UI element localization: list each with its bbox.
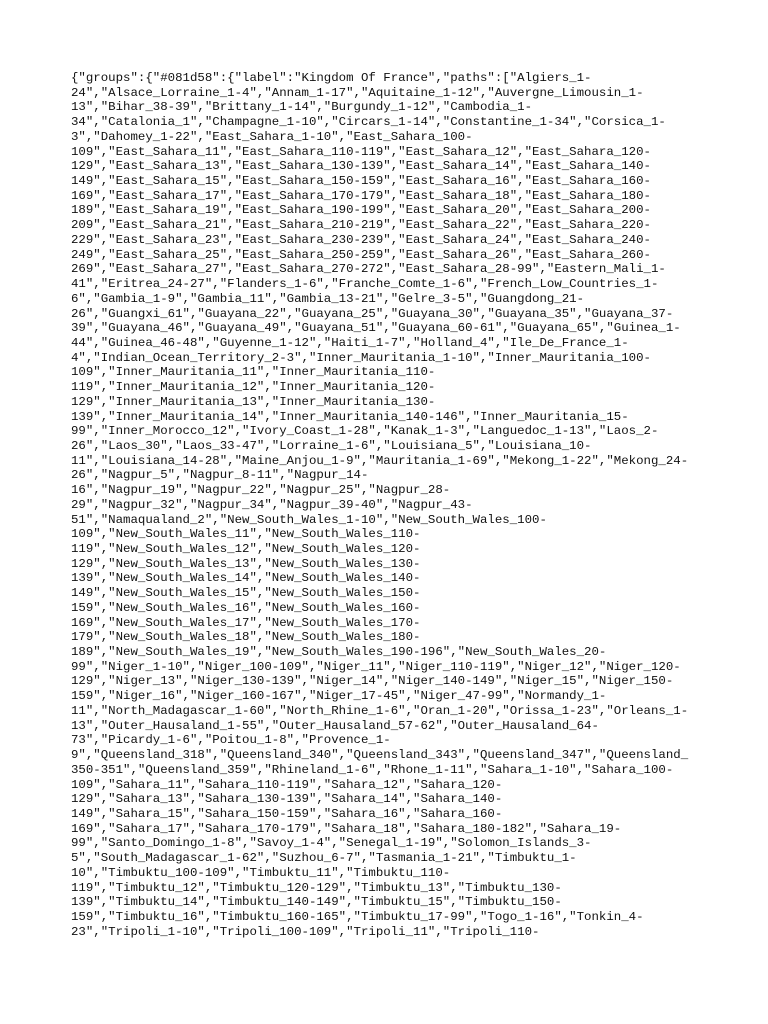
text-line: 6","Gambia_1-9","Gambia_11","Gambia_13-21","Gelre_3-5","Guangdong_21-	[71, 291, 585, 306]
text-line: 149","East_Sahara_15","East_Sahara_150-159","East_Sahara_16","East_Sahara_160-	[71, 174, 651, 189]
text-line: 169","East_Sahara_17","East_Sahara_170-179","East_Sahara_18","East_Sahara_180-	[71, 188, 651, 203]
text-line: 11","North_Madagascar_1-60","North_Rhine_1-6","Oran_1-20","Orissa_1-23","Orleans_1-	[71, 703, 689, 718]
text-line: 26","Laos_30","Laos_33-47","Lorraine_1-6","Louisiana_5","Louisiana_10-	[71, 438, 592, 453]
text-line: 119","Timbuktu_12","Timbuktu_120-129","Timbuktu_13","Timbuktu_130-	[71, 880, 562, 895]
text-line: 23","Tripoli_1-10","Tripoli_100-109","Tripoli_11","Tripoli_110-	[71, 924, 540, 939]
text-line: 11","Louisiana_14-28","Maine_Anjou_1-9","Mauritania_1-69","Mekong_1-22","Mekong_24-	[71, 453, 689, 468]
text-line: 269","East_Sahara_27","East_Sahara_270-272","East_Sahara_28-99","Eastern_Mali_1-	[71, 262, 666, 277]
text-line: 159","Timbuktu_16","Timbuktu_160-165","Timbuktu_17-99","Togo_1-16","Tonkin_4-	[71, 909, 644, 924]
text-line: 350-351","Queensland_359","Rhineland_1-6","Rhone_1-11","Sahara_1-10","Sahara_100-	[71, 762, 674, 777]
text-line: 34","Catalonia_1","Champagne_1-10","Circars_1-14","Constantine_1-34","Corsica_1-	[71, 115, 666, 130]
text-line: 109","Sahara_11","Sahara_110-119","Sahara_12","Sahara_120-	[71, 777, 503, 792]
text-line: 159","Niger_16","Niger_160-167","Niger_17-45","Niger_47-99","Normandy_1-	[71, 689, 607, 704]
text-line: 189","New_South_Wales_19","New_South_Wales_190-196","New_South_Wales_20-	[71, 645, 607, 660]
text-line: 149","New_South_Wales_15","New_South_Wales_150-	[71, 586, 421, 601]
text-line: 13","Bihar_38-39","Brittany_1-14","Burgundy_1-12","Cambodia_1-	[71, 100, 533, 115]
text-line: 129","Inner_Mauritania_13","Inner_Mauritania_130-	[71, 394, 436, 409]
text-line: 99","Inner_Morocco_12","Ivory_Coast_1-28","Kanak_1-3","Languedoc_1-13","Laos_2-	[71, 424, 659, 439]
text-line: 9","Queensland_318","Queensland_340","Queensland_343","Queensland_347","Queensland_	[71, 748, 689, 763]
text-line: 51","Namaqualand_2","New_South_Wales_1-10","New_South_Wales_100-	[71, 512, 547, 527]
text-line: 159","New_South_Wales_16","New_South_Wales_160-	[71, 600, 421, 615]
text-line: 4","Indian_Ocean_Territory_2-3","Inner_Mauritania_1-10","Inner_Mauritania_100-	[71, 350, 651, 365]
json-text-block	[71, 71, 711, 939]
text-line: 41","Eritrea_24-27","Flanders_1-6","Franche_Comte_1-6","French_Low_Countries_1-	[71, 277, 659, 292]
text-line: 109","New_South_Wales_11","New_South_Wales_110-	[71, 527, 421, 542]
text-line: 129","Sahara_13","Sahara_130-139","Sahara_14","Sahara_140-	[71, 792, 503, 807]
text-line: 209","East_Sahara_21","East_Sahara_210-219","East_Sahara_22","East_Sahara_220-	[71, 218, 651, 233]
text-line: {"groups":{"#081d58":{"label":"Kingdom Of France","paths":["Algiers_1-	[71, 71, 592, 85]
text-line: 129","New_South_Wales_13","New_South_Wales_130-	[71, 556, 421, 571]
text-line: 73","Picardy_1-6","Poitou_1-8","Provence_1-	[71, 733, 391, 748]
text-line: 229","East_Sahara_23","East_Sahara_230-239","East_Sahara_24","East_Sahara_240-	[71, 232, 651, 247]
text-line: 44","Guinea_46-48","Guyenne_1-12","Haiti_1-7","Holland_4","Ile_De_France_1-	[71, 335, 629, 350]
text-line: 109","East_Sahara_11","East_Sahara_110-119","East_Sahara_12","East_Sahara_120-	[71, 144, 651, 159]
text-line: 5","South_Madagascar_1-62","Suzhou_6-7","Tasmania_1-21","Timbuktu_1-	[71, 851, 577, 866]
text-line: 109","Inner_Mauritania_11","Inner_Mauritania_110-	[71, 365, 436, 380]
text-line: 139","Timbuktu_14","Timbuktu_140-149","Timbuktu_15","Timbuktu_150-	[71, 895, 562, 910]
text-line: 169","New_South_Wales_17","New_South_Wales_170-	[71, 615, 421, 630]
text-line: 169","Sahara_17","Sahara_170-179","Sahara_18","Sahara_180-182","Sahara_19-	[71, 821, 622, 836]
text-line: 26","Nagpur_5","Nagpur_8-11","Nagpur_14-	[71, 468, 369, 483]
text-line: 24","Alsace_Lorraine_1-4","Annam_1-17","Aquitaine_1-12","Auvergne_Limousin_1-	[71, 85, 644, 100]
text-line: 26","Guangxi_61","Guayana_22","Guayana_25","Guayana_30","Guayana_35","Guayana_37-	[71, 306, 674, 321]
text-line: 249","East_Sahara_25","East_Sahara_250-259","East_Sahara_26","East_Sahara_260-	[71, 247, 651, 262]
text-line: 129","Niger_13","Niger_130-139","Niger_14","Niger_140-149","Niger_15","Niger_150-	[71, 674, 674, 689]
text-line: 39","Guayana_46","Guayana_49","Guayana_51","Guayana_60-61","Guayana_65","Guinea_1-	[71, 321, 681, 336]
text-line: 10","Timbuktu_100-109","Timbuktu_11","Timbuktu_110-	[71, 865, 451, 880]
text-line: 29","Nagpur_32","Nagpur_34","Nagpur_39-40","Nagpur_43-	[71, 497, 473, 512]
text-line: 139","New_South_Wales_14","New_South_Wales_140-	[71, 571, 421, 586]
text-line: 99","Santo_Domingo_1-8","Savoy_1-4","Senegal_1-19","Solomon_Islands_3-	[71, 836, 592, 851]
text-line: 189","East_Sahara_19","East_Sahara_190-199","East_Sahara_20","East_Sahara_200-	[71, 203, 651, 218]
text-line: 99","Niger_1-10","Niger_100-109","Niger_11","Niger_110-119","Niger_12","Niger_120-	[71, 659, 681, 674]
text-line: 16","Nagpur_19","Nagpur_22","Nagpur_25","Nagpur_28-	[71, 483, 451, 498]
text-line: 129","East_Sahara_13","East_Sahara_130-139","East_Sahara_14","East_Sahara_140-	[71, 159, 651, 174]
text-line: 119","Inner_Mauritania_12","Inner_Mauritania_120-	[71, 380, 436, 395]
text-line: 3","Dahomey_1-22","East_Sahara_1-10","East_Sahara_100-	[71, 129, 473, 144]
text-line: 139","Inner_Mauritania_14","Inner_Mauritania_140-146","Inner_Mauritania_15-	[71, 409, 629, 424]
text-line: 149","Sahara_15","Sahara_150-159","Sahara_16","Sahara_160-	[71, 806, 503, 821]
text-line: 13","Outer_Hausaland_1-55","Outer_Hausaland_57-62","Outer_Hausaland_64-	[71, 718, 599, 733]
text-line: 179","New_South_Wales_18","New_South_Wales_180-	[71, 630, 421, 645]
text-line: 119","New_South_Wales_12","New_South_Wales_120-	[71, 542, 421, 556]
